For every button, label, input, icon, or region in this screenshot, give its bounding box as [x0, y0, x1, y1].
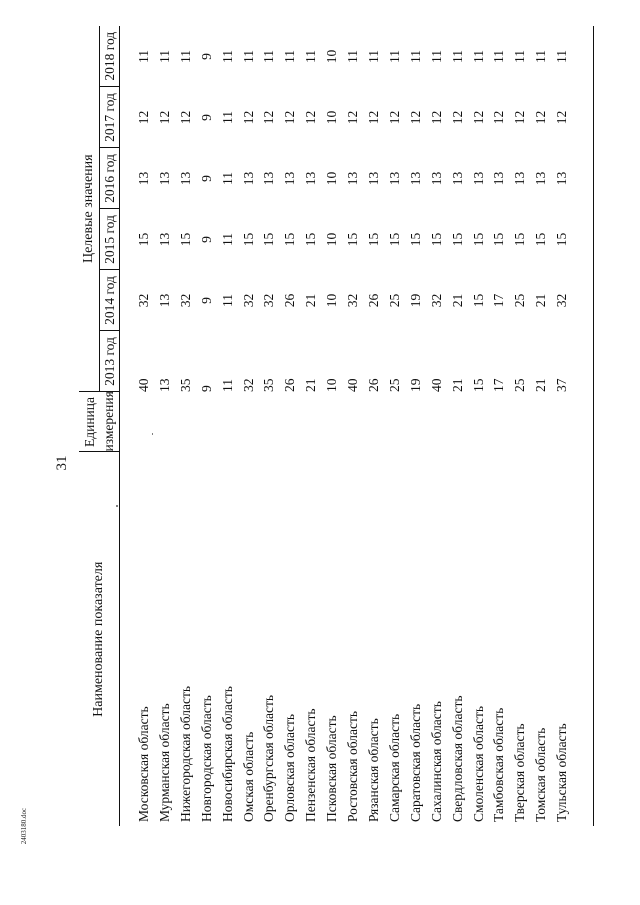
value-cell: 19 — [407, 293, 423, 308]
value-cell: 12 — [345, 110, 361, 125]
region-name: Тверская область — [512, 723, 528, 822]
value-cell: 11 — [512, 49, 528, 63]
value-cell: 15 — [240, 232, 256, 247]
value-cell: 13 — [449, 171, 465, 186]
value-cell: 12 — [554, 110, 570, 125]
value-cell: 10 — [324, 49, 340, 64]
value-cell: 25 — [386, 293, 402, 308]
unit-cell — [427, 392, 448, 452]
unit-cell — [120, 392, 155, 452]
table-row — [280, 26, 301, 826]
value-cell: 11 — [219, 111, 235, 124]
value-cell: 37 — [554, 378, 570, 392]
value-cell: 17 — [491, 378, 507, 392]
region-name: Саратовская область — [407, 703, 423, 822]
unit-cell — [218, 392, 239, 452]
table-row — [239, 26, 260, 826]
value-cell: 13 — [386, 171, 402, 186]
unit-cell — [280, 392, 301, 452]
value-cell: 9 — [198, 297, 214, 304]
value-cell: 40 — [136, 378, 151, 392]
value-cell: 12 — [491, 110, 507, 125]
value-cell: 12 — [470, 110, 486, 125]
value-cell: 26 — [365, 293, 381, 308]
value-cell: 21 — [449, 378, 465, 392]
value-cell: 12 — [303, 110, 319, 125]
value-cell: 35 — [261, 378, 277, 392]
table-bottom-rule — [593, 26, 594, 826]
value-cell: 11 — [386, 49, 402, 63]
value-cell: 26 — [282, 378, 298, 392]
header-year: 2014 год — [99, 270, 120, 331]
footer-doc-code: 2403180.doc — [20, 807, 28, 845]
table-body — [120, 26, 574, 826]
table-row — [427, 26, 448, 826]
value-cell: 26 — [365, 378, 381, 392]
value-cell: 11 — [219, 233, 235, 246]
value-cell: 13 — [365, 171, 381, 186]
page-number: 31 — [54, 455, 70, 471]
value-cell: 19 — [407, 378, 423, 392]
region-name: Смоленская область — [470, 705, 486, 822]
value-cell: 15 — [491, 232, 507, 247]
header-row-group — [79, 26, 99, 826]
value-cell: 12 — [428, 110, 444, 125]
value-cell: 11 — [261, 49, 277, 63]
table-row — [469, 26, 490, 826]
value-cell: 12 — [365, 110, 381, 125]
header-year: 2015 год — [99, 209, 120, 270]
region-name: Самарская область — [386, 713, 402, 822]
region-name: Мурманская область — [156, 703, 172, 822]
value-cell: 13 — [156, 171, 172, 186]
value-cell: 21 — [449, 293, 465, 308]
value-cell: 15 — [177, 232, 193, 247]
value-cell: 13 — [156, 232, 172, 247]
value-cell: 10 — [324, 293, 340, 308]
value-cell: 15 — [533, 232, 549, 247]
value-cell: 32 — [240, 293, 256, 308]
header-year: 2018 год — [99, 26, 120, 87]
value-cell: 10 — [324, 110, 340, 125]
region-name: Рязанская область — [365, 718, 381, 822]
value-cell: 15 — [282, 232, 298, 247]
value-cell: 13 — [282, 171, 298, 186]
value-cell: 32 — [136, 293, 151, 308]
value-cell: 13 — [491, 171, 507, 186]
table-row — [364, 26, 385, 826]
unit-cell — [176, 392, 197, 452]
value-cell: 17 — [491, 293, 507, 308]
value-cell: 32 — [261, 293, 277, 308]
unit-cell — [239, 392, 260, 452]
header-year: 2016 год — [99, 148, 120, 209]
table-row — [197, 26, 218, 826]
value-cell: 13 — [303, 171, 319, 186]
table-row — [322, 26, 343, 826]
value-cell: 11 — [136, 49, 151, 63]
value-cell: 15 — [512, 232, 528, 247]
value-cell: 11 — [533, 49, 549, 63]
value-cell: 15 — [554, 232, 570, 247]
unit-cell — [552, 392, 573, 452]
unit-cell — [510, 392, 531, 452]
header-unit-line1: Единица — [82, 397, 97, 448]
unit-cell — [489, 392, 510, 452]
region-name: Московская область — [136, 706, 151, 822]
value-cell: 12 — [449, 110, 465, 125]
value-cell: 10 — [324, 232, 340, 247]
value-cell: 9 — [198, 236, 214, 243]
region-name: Свердловская область — [449, 695, 465, 822]
value-cell: 35 — [177, 378, 193, 392]
header-unit-line2: измерения — [101, 391, 116, 452]
value-cell: 15 — [428, 232, 444, 247]
value-cell: 11 — [428, 49, 444, 63]
value-cell: 21 — [533, 293, 549, 308]
header-target-values: Целевые значения — [79, 26, 99, 392]
table-row — [552, 26, 573, 826]
value-cell: 13 — [240, 171, 256, 186]
value-cell: 32 — [240, 378, 256, 392]
region-name: Тамбовская область — [491, 707, 507, 822]
value-cell: 12 — [386, 110, 402, 125]
value-cell: 15 — [470, 293, 486, 308]
region-name: Пензенская область — [303, 708, 319, 822]
value-cell: 11 — [177, 49, 193, 63]
value-cell: 13 — [136, 171, 151, 186]
value-cell: 25 — [512, 293, 528, 308]
value-cell: 25 — [386, 378, 402, 392]
value-cell: 32 — [554, 293, 570, 308]
value-cell: 11 — [407, 49, 423, 63]
value-cell: 9 — [198, 114, 214, 121]
unit-cell — [406, 392, 427, 452]
value-cell: 9 — [198, 53, 214, 60]
value-cell: 12 — [282, 110, 298, 125]
value-cell: 15 — [470, 232, 486, 247]
value-cell: 12 — [177, 110, 193, 125]
value-cell: 25 — [512, 378, 528, 392]
value-cell: 13 — [261, 171, 277, 186]
value-cell: 13 — [533, 171, 549, 186]
value-cell: 32 — [345, 293, 361, 308]
value-cell: 11 — [303, 49, 319, 63]
value-cell: 11 — [345, 49, 361, 63]
table-row — [301, 26, 322, 826]
table-row — [218, 26, 239, 826]
table-row — [343, 26, 364, 826]
value-cell: 13 — [156, 378, 172, 392]
value-cell: 11 — [156, 49, 172, 63]
unit-cell — [469, 392, 490, 452]
unit-cell — [322, 392, 343, 452]
table-row — [176, 26, 197, 826]
header-year: 2013 год — [99, 331, 120, 392]
value-cell: 15 — [449, 232, 465, 247]
region-name: Омская область — [240, 731, 256, 822]
value-cell: 15 — [136, 232, 151, 247]
value-cell: 11 — [219, 379, 235, 392]
value-cell: 9 — [198, 385, 214, 392]
table-row — [510, 26, 531, 826]
table-row — [406, 26, 427, 826]
value-cell: 10 — [324, 378, 340, 392]
region-name: Орловская область — [282, 713, 298, 822]
region-name: Сахалинская область — [428, 701, 444, 822]
value-cell: 15 — [386, 232, 402, 247]
value-cell: 26 — [282, 293, 298, 308]
value-cell: 12 — [533, 110, 549, 125]
value-cell: 21 — [303, 378, 319, 392]
unit-cell — [259, 392, 280, 452]
value-cell: 12 — [240, 110, 256, 125]
value-cell: 40 — [428, 378, 444, 392]
value-cell: 13 — [512, 171, 528, 186]
rotated-table-container — [79, 26, 594, 826]
value-cell: 13 — [345, 171, 361, 186]
value-cell: 11 — [554, 49, 570, 63]
value-cell: 15 — [303, 232, 319, 247]
unit-cell — [385, 392, 406, 452]
value-cell: 15 — [470, 378, 486, 392]
table-row — [489, 26, 510, 826]
value-cell: 13 — [177, 171, 193, 186]
value-cell: 12 — [512, 110, 528, 125]
unit-cell — [197, 392, 218, 452]
value-cell: 32 — [428, 293, 444, 308]
target-values-table — [79, 26, 573, 826]
value-cell: 13 — [554, 171, 570, 186]
unit-cell — [301, 392, 322, 452]
value-cell: 11 — [219, 49, 235, 63]
value-cell: 13 — [156, 293, 172, 308]
value-cell: 12 — [261, 110, 277, 125]
value-cell: 11 — [219, 172, 235, 185]
value-cell: 13 — [470, 171, 486, 186]
unit-cell — [343, 392, 364, 452]
value-cell: 13 — [407, 171, 423, 186]
value-cell: 9 — [198, 175, 214, 182]
unit-cell — [448, 392, 469, 452]
region-name: Новгородская область — [198, 695, 214, 822]
value-cell: 15 — [365, 232, 381, 247]
value-cell: 21 — [533, 378, 549, 392]
header-unit — [79, 392, 120, 452]
value-cell: 11 — [240, 49, 256, 63]
value-cell: 40 — [345, 378, 361, 392]
value-cell: 11 — [219, 294, 235, 307]
value-cell: 15 — [345, 232, 361, 247]
value-cell: 13 — [428, 171, 444, 186]
region-name: Оренбургская область — [261, 694, 277, 822]
region-name: Ростовская область — [345, 711, 361, 822]
value-cell: 15 — [261, 232, 277, 247]
value-cell: 32 — [177, 293, 193, 308]
value-cell: 21 — [303, 293, 319, 308]
header-year: 2017 год — [99, 87, 120, 148]
table-row — [120, 26, 155, 826]
table-row — [385, 26, 406, 826]
region-name: Псковская область — [324, 715, 340, 822]
table-row — [155, 26, 176, 826]
value-cell: 12 — [156, 110, 172, 125]
value-cell: 10 — [324, 171, 340, 186]
value-cell: 12 — [407, 110, 423, 125]
region-name: Томская область — [533, 727, 549, 822]
table-row — [448, 26, 469, 826]
table-row — [259, 26, 280, 826]
value-cell: 12 — [136, 110, 151, 125]
value-cell: 11 — [491, 49, 507, 63]
unit-cell — [531, 392, 552, 452]
value-cell: 11 — [449, 49, 465, 63]
unit-cell — [364, 392, 385, 452]
value-cell: 11 — [470, 49, 486, 63]
region-name: Новосибирская область — [219, 686, 235, 822]
value-cell: 15 — [407, 232, 423, 247]
table-row — [531, 26, 552, 826]
region-name: Тульская область — [554, 723, 570, 822]
header-indicator-name: Наименование показателя — [79, 452, 120, 826]
unit-cell — [155, 392, 176, 452]
region-name: Нижегородская область — [177, 685, 193, 822]
value-cell: 11 — [282, 49, 298, 63]
value-cell: 11 — [365, 49, 381, 63]
